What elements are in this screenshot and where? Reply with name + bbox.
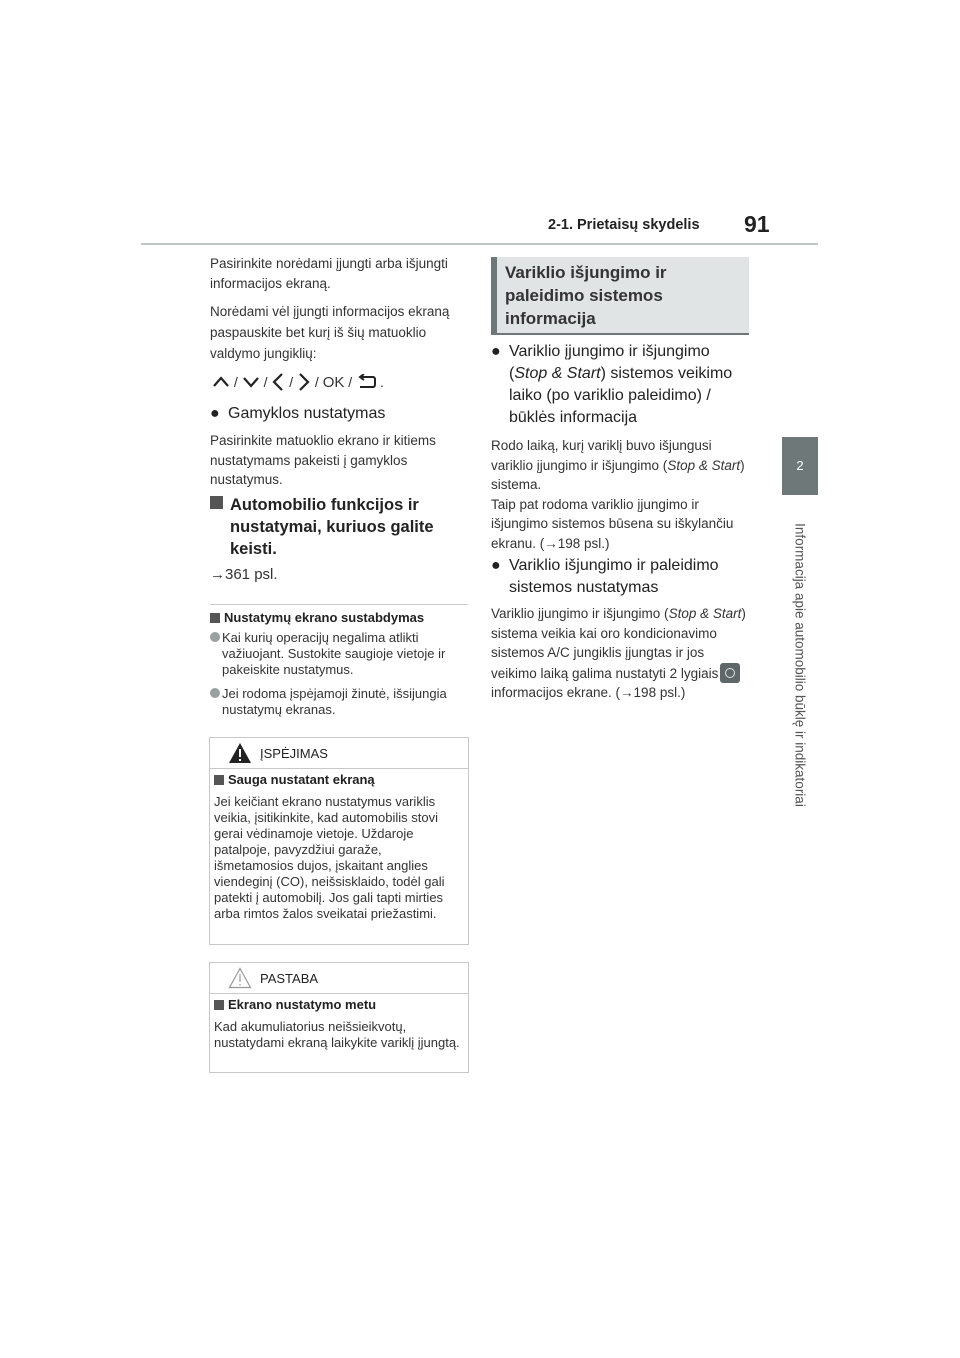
paragraph-stop-start-settings: Variklio įjungimo ir išjungimo (Stop & Start) sistema veikia kai oro kondicionavimo sistemos A/C jungiklis įjungtas ir jos veikimo laiką galima nustatyti 2 lygiais informacijos ekrane. (→198 psl.) xyxy=(491,606,746,700)
chapter-number: 2 xyxy=(796,458,804,473)
section-title: Automobilio funkcijos ir nustatymai, kuriuos galite keisti. xyxy=(230,496,434,558)
section-heading-stop-start xyxy=(491,257,749,335)
section-heading-features xyxy=(210,494,468,560)
paragraph-factory-settings: Pasirinkite matuoklio ekrano ir kitiems nustatymams pakeisti į gamyklos nustatymus. xyxy=(210,433,436,487)
warning-subheading xyxy=(214,772,375,787)
notice-label: PASTABA xyxy=(260,971,319,986)
bullet-title: Variklio išjungimo ir paleidimo sistemos nustatymas xyxy=(509,557,719,596)
warning-box xyxy=(209,737,469,945)
chevron-left-icon xyxy=(271,372,285,392)
chevron-up-icon xyxy=(212,375,230,389)
bullet-factory-settings: ● Gamyklos nustatymas xyxy=(210,403,468,425)
separator: / xyxy=(233,374,238,390)
chapter-tab xyxy=(782,437,818,495)
separator: / xyxy=(314,374,319,390)
paragraph-stop-start-time: Rodo laiką, kurį variklį buvo išjungusi variklio įjungimo ir išjungimo (Stop & Start) sistema. Taip pat rodoma variklio įjungimo ir išjungimo sistemos būsena su iškylančiu ekranu. (→198 psl.) xyxy=(491,438,745,551)
note-item xyxy=(210,686,468,718)
back-arrow-icon xyxy=(356,374,376,390)
notice-subtitle: Ekrano nustatymo metu xyxy=(228,997,377,1012)
warning-label: ĮSPĖJIMAS xyxy=(260,746,328,761)
section-header: 2-1. Prietaisų skydelis xyxy=(548,217,700,233)
page-number: 91 xyxy=(744,211,770,237)
note-item xyxy=(210,630,468,678)
control-switches-row xyxy=(212,372,384,394)
warning-subtitle: Sauga nustatant ekraną xyxy=(228,772,375,787)
note-heading xyxy=(210,609,468,627)
caution-triangle-icon xyxy=(228,967,252,989)
bullet-stop-start-settings: ● Variklio išjungimo ir paleidimo sistemos nustatymas xyxy=(491,555,749,599)
notice-subheading xyxy=(214,997,376,1012)
note-title: Nustatymų ekrano sustabdymas xyxy=(224,610,425,625)
note-item-text: Jei rodoma įspėjamoji žinutė, išsijungia nustatymų ekranas. xyxy=(222,686,447,717)
paragraph-reenable-info: Norėdami vėl įjungti informacijos ekraną paspauskite bet kurį iš šių matuoklio valdymo jungiklių: xyxy=(210,304,450,361)
separator: / xyxy=(348,374,353,390)
notice-body: Kad akumuliatorius neišsieikvotų, nustatydami ekraną laikykite variklį įjungtą. xyxy=(214,1019,460,1050)
ok-switch-label: OK xyxy=(322,373,345,391)
chevron-right-icon xyxy=(297,372,311,392)
chevron-down-icon xyxy=(242,375,260,389)
period: . xyxy=(379,374,384,390)
bullet-stop-start-info: ● Variklio įjungimo ir išjungimo (Stop & Start) sistemos veikimo laiko (po variklio paleidimo) / būklės informacija xyxy=(491,341,749,429)
separator: / xyxy=(263,374,268,390)
header-rule xyxy=(141,243,818,245)
warning-triangle-icon xyxy=(228,742,252,764)
gear-icon xyxy=(720,663,740,683)
note-item-text: Kai kurių operacijų negalima atlikti važiuojant. Sustokite saugioje vietoje ir pakeiskite nustatymus. xyxy=(222,630,446,677)
warning-body: Jei keičiant ekrano nustatymus variklis veikia, įsitikinkite, kad automobilis stovi gerai vėdinamoje vietoje. Uždaroje patalpoje, pavyzdžiui garaže, išmetamosios dujos, įskaitant anglies viendeginį (CO), neišsisklaido, todėl gali patekti į automobilį. Jos gali tapti mirties arba rimtos žalos sveikatai priežastimi. xyxy=(214,794,445,921)
divider xyxy=(210,604,468,605)
separator: / xyxy=(289,374,294,390)
warning-title-bar xyxy=(210,738,468,769)
page-reference: →361 psl. xyxy=(210,566,278,583)
section-heading-text: Variklio išjungimo ir paleidimo sistemos informacija xyxy=(505,263,667,328)
paragraph-toggle-info: Pasirinkite norėdami įjungti arba išjungti informacijos ekraną. xyxy=(210,256,448,291)
notice-title-bar xyxy=(210,963,468,994)
bullet-title: Variklio įjungimo ir išjungimo (Stop & Start) sistemos veikimo laiko (po variklio paleidimo) / būklės informacija xyxy=(509,343,733,426)
bullet-title: Gamyklos nustatymas xyxy=(228,405,386,422)
chapter-caption xyxy=(790,505,810,825)
notice-box xyxy=(209,962,469,1073)
chapter-caption-text: Informacija apie automobilio būklę ir indikatoriai xyxy=(792,523,808,807)
